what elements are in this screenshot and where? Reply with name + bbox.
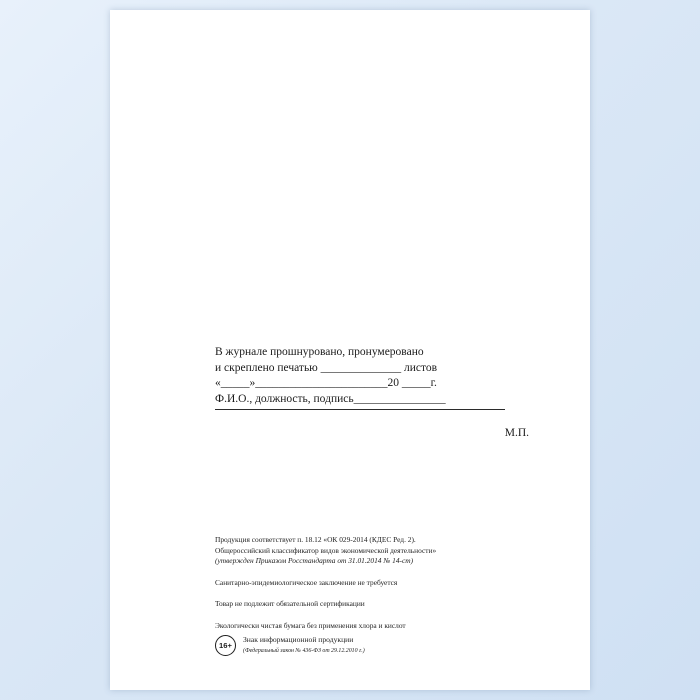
info-mark-row xyxy=(215,635,365,656)
footer-paragraph-3: Товар не подлежит обязательной сертификации xyxy=(215,599,365,608)
certification-line-4: Ф.И.О., должность, подпись________________ xyxy=(215,392,446,405)
certification-block xyxy=(215,345,535,439)
info-mark-law: (Федеральный закон № 436-ФЗ от 29.12.2010 г.) xyxy=(243,648,365,654)
info-mark-text xyxy=(243,635,365,656)
certification-line-1: В журнале прошнуровано, пронумеровано xyxy=(215,346,424,358)
footer-paragraph-1-line-2: Общероссийский классификатор видов экономической деятельности» xyxy=(215,545,437,555)
stamp-label: М.П. xyxy=(504,427,529,439)
document-page xyxy=(110,10,590,690)
footer-paragraph-2: Санитарно-эпидемиологическое заключение не требуется xyxy=(215,577,398,587)
certification-line-2: и скреплено печатью ______________ листов xyxy=(215,361,438,374)
footer-paragraph-1-line-3: (утвержден Приказом Росстандарта от 31.01.2014 № 14-ст) xyxy=(215,556,414,565)
certification-text xyxy=(215,345,535,410)
footer-notes xyxy=(215,535,555,631)
footer-paragraph-1-line-1: Продукция соответствует п. 18.12 «ОК 029-2014 (КДЕС Ред. 2). xyxy=(215,535,416,544)
footer-paragraph-4: Экологически чистая бумага без применения хлора и кислот xyxy=(215,620,406,630)
info-mark-title: Знак информационной продукции xyxy=(243,635,354,644)
certification-line-3: «_____»_______________________20 _____г. xyxy=(215,377,437,389)
footer-paragraph-1 xyxy=(215,535,555,567)
signature-rule xyxy=(215,409,505,410)
age-rating-icon: 16+ xyxy=(215,635,236,656)
